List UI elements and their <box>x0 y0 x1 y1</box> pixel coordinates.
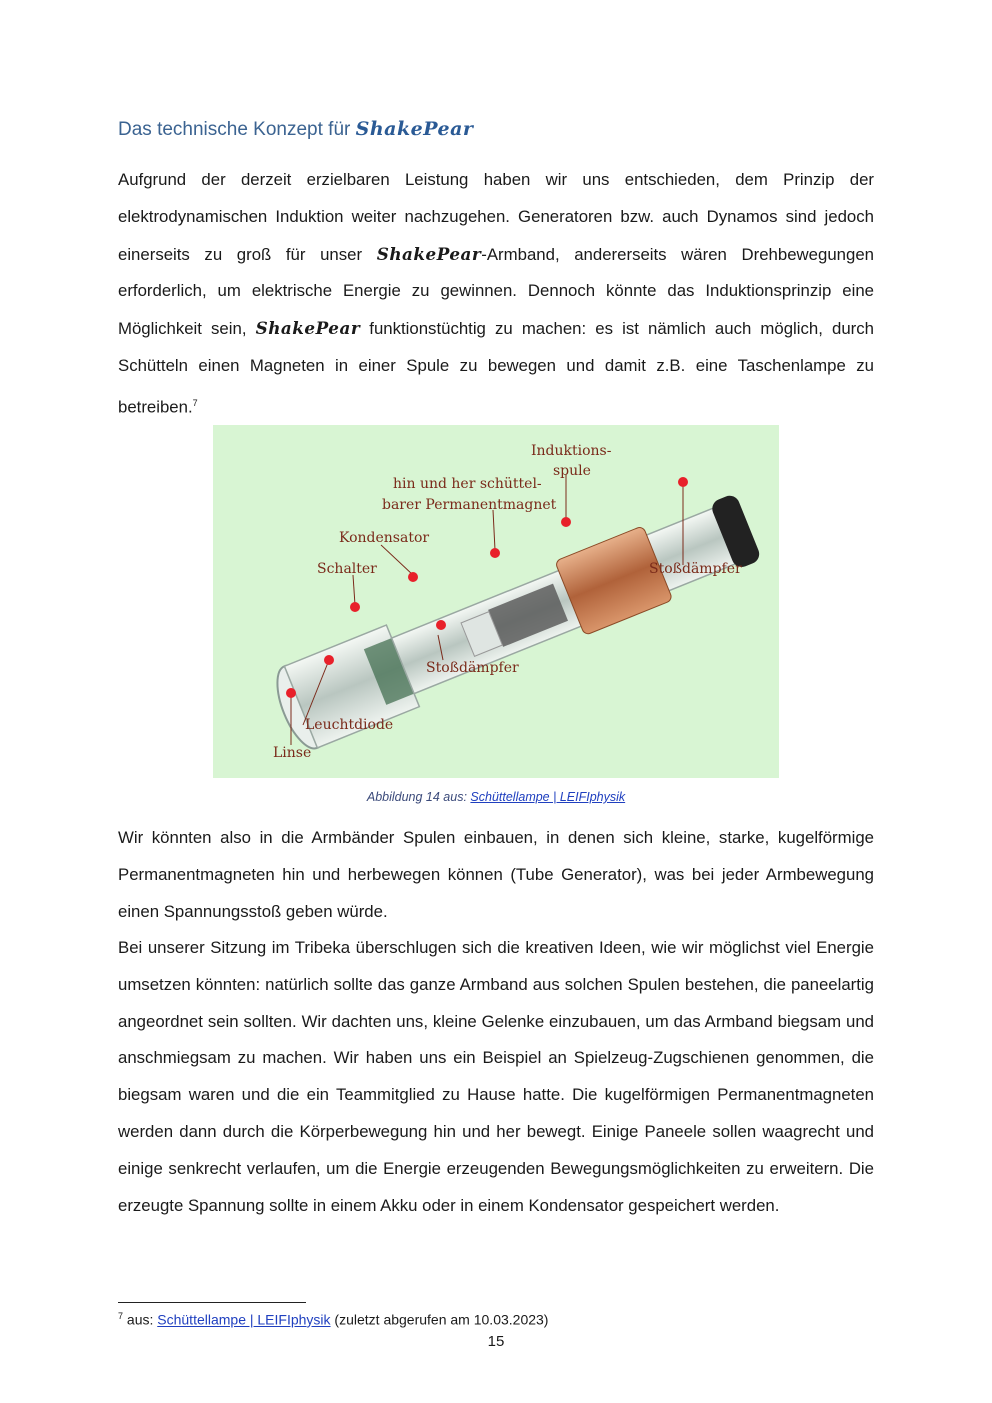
shaking-lamp-diagram <box>213 425 779 778</box>
section-heading-text: Das technische Konzept für <box>118 119 351 140</box>
footnote-prefix: aus: <box>123 1311 158 1328</box>
label-stossdaempfer-mid: Stoßdämpfer <box>426 660 519 676</box>
paragraph-intro-part2: -Armband, andererseits wären Drehbewegungen erforderlich, um elektrische Energie zu gewinnen. Dennoch könnte das Induktionsprinzip eine Möglichkeit sein, <box>118 244 874 339</box>
paragraph-tube-generator: Wir könnten also in die Armbänder Spulen einbauen, in denen sich kleine, starke, kugelförmige Permanentmagneten hin und herbewegen können (Tube Generator), was bei jeder Armbewegung einen Spannungsstoß geben würde. <box>118 828 874 921</box>
paragraph-intro <box>118 162 874 426</box>
footnote-suffix: (zuletzt abgerufen am 10.03.2023) <box>330 1311 549 1328</box>
footnote-number: 7 <box>118 1311 124 1321</box>
paragraph-intro-part3: funktionstüchtig zu machen: es ist nämlich auch möglich, durch Schütteln einen Magneten in einer Spule zu bewegen und damit z.B. eine Taschenlampe zu betreiben. <box>118 319 874 417</box>
label-permanentmagnet-2: barer Permanentmagnet <box>382 497 557 513</box>
shakepear-logo-inline-2: ShakePear <box>255 318 361 339</box>
section-heading <box>118 118 874 141</box>
label-permanentmagnet-1: hin und her schüttel- <box>393 476 542 492</box>
label-schalter: Schalter <box>317 561 377 577</box>
caption-link[interactable]: Schüttellampe | LEIFIphysik <box>470 790 626 804</box>
footnote-link[interactable]: Schüttellampe | LEIFIphysik <box>157 1311 331 1328</box>
page-number: 15 <box>487 1333 505 1350</box>
footnote <box>118 1311 874 1328</box>
caption-prefix: Abbildung 14 aus: <box>366 790 471 804</box>
shakepear-logo: ShakePear <box>355 118 474 140</box>
label-stossdaempfer-right: Stoßdämpfer <box>649 561 742 577</box>
figure-shaking-lamp <box>213 425 779 778</box>
footnote-divider <box>118 1302 306 1303</box>
shakepear-logo-inline-1: ShakePear <box>376 243 482 264</box>
figure-caption <box>213 790 779 804</box>
footnote-ref[interactable]: 7 <box>192 397 198 408</box>
paragraph-intro-part1: Aufgrund der derzeit erzielbaren Leistung haben wir uns entschieden, dem Prinzip der elektrodynamischen Induktion weiter nachzugehen. Generatoren bzw. auch Dynamos sind jedoch einerseits zu groß für unser <box>118 170 874 264</box>
lamp-body <box>268 485 765 754</box>
label-linse: Linse <box>273 745 312 761</box>
label-induktionsspule-2: spule <box>553 463 591 479</box>
paragraph-ideas: Bei unserer Sitzung im Tribeka überschlugen sich die kreativen Ideen, wie wir möglichst viel Energie umsetzen könnten: natürlich sollte das ganze Armband aus solchen Spulen bestehen, die paneelartig angeordnet sein sollten. Wir dachten uns, kleine Gelenke einzubauen, um das Armband biegsam und anschmiegsam zu machen. Wir haben uns ein Beispiel an Spielzeug-Zugschienen genommen, die biegsam waren und die ein Teammitglied zu Hause hatte. Die kugelförmigen Permanentmagneten werden dann durch die Körperbewegung hin und her bewegt. Einige Paneele sollen waagrecht und einige senkrecht verlaufen, um die Energie erzeugenden Bewegungsmöglichkeiten zu erweitern. Die erzeugte Spannung sollte in einem Akku oder in einem Kondensator gespeichert werden. <box>118 938 874 1215</box>
label-leuchtdiode: Leuchtdiode <box>305 717 394 733</box>
label-induktionsspule-1: Induktions- <box>531 443 612 459</box>
label-kondensator: Kondensator <box>339 530 430 546</box>
